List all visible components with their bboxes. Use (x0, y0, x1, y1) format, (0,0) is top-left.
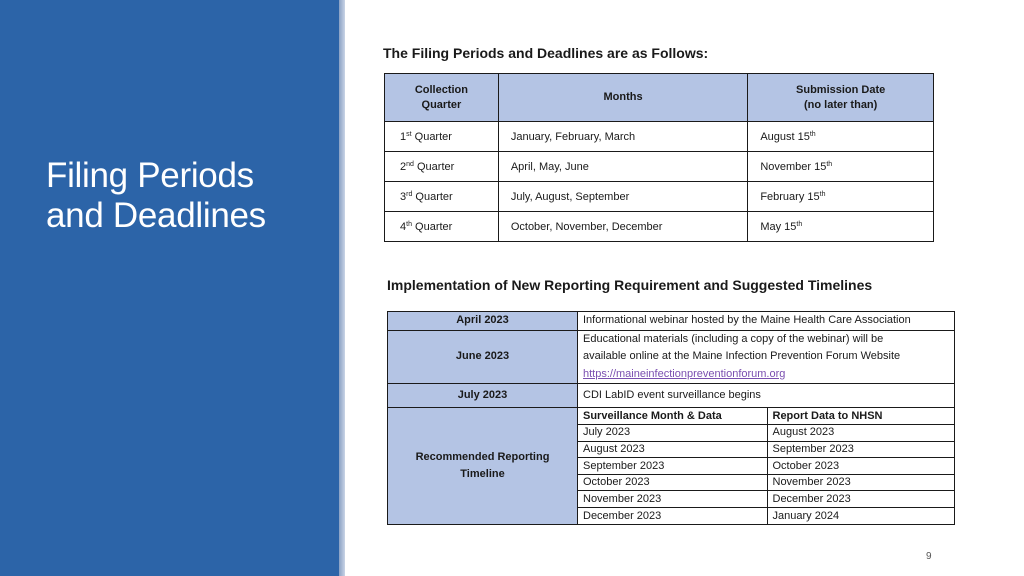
timeline-header-row (578, 408, 954, 425)
date-value: August 15 (760, 130, 810, 143)
date-cell (748, 182, 934, 212)
header-col1-line1: Collection (414, 83, 468, 96)
report-month: August 2023 (767, 425, 954, 442)
date-cell (748, 152, 934, 182)
filing-heading: The Filing Periods and Deadlines are as Follows: (383, 45, 709, 61)
row-label: June 2023 (388, 330, 578, 384)
quarter-sup: th (406, 220, 412, 228)
report-month: October 2023 (767, 458, 954, 475)
date-sup: th (809, 130, 816, 138)
quarter-cell (385, 122, 499, 152)
slide-title-line2: and Deadlines (46, 196, 266, 235)
filing-header-row (385, 74, 934, 122)
surveillance-month: November 2023 (578, 491, 767, 508)
sidebar-panel (0, 0, 339, 576)
table-row (578, 425, 954, 442)
date-cell (748, 122, 934, 152)
header-surveillance-month: Surveillance Month & Data (578, 408, 767, 425)
header-report-data: Report Data to NHSN (767, 408, 954, 425)
table-row (578, 441, 954, 458)
table-row (388, 384, 955, 408)
report-month: September 2023 (767, 441, 954, 458)
table-row (385, 122, 934, 152)
table-row (388, 312, 955, 331)
header-collection-quarter (385, 74, 499, 122)
page-number: 9 (926, 551, 932, 562)
quarter-cell (385, 212, 499, 242)
surveillance-month: October 2023 (578, 474, 767, 491)
report-month: January 2024 (767, 508, 954, 525)
table-row (578, 508, 954, 525)
header-submission-date (748, 74, 934, 122)
table-row (385, 212, 934, 242)
table-row (388, 408, 955, 525)
months-cell: July, August, September (498, 182, 747, 212)
table-row (385, 182, 934, 212)
header-col1-line2: Quarter (421, 98, 462, 111)
quarter-label: Quarter (415, 190, 453, 203)
timeline-label-line1: Recommended Reporting (415, 451, 550, 464)
sidebar-edge (339, 0, 345, 576)
report-month: November 2023 (767, 474, 954, 491)
row-description: Informational webinar hosted by the Maine Health Care Association (578, 312, 955, 331)
surveillance-month: July 2023 (578, 425, 767, 442)
surveillance-month: December 2023 (578, 508, 767, 525)
months-cell: October, November, December (498, 212, 747, 242)
quarter-sup: st (406, 130, 412, 138)
report-month: December 2023 (767, 491, 954, 508)
table-row (578, 491, 954, 508)
surveillance-month: September 2023 (578, 458, 767, 475)
timeline-label-line2: Timeline (460, 468, 505, 481)
quarter-label: Quarter (416, 160, 455, 173)
row-description: CDI LabID event surveillance begins (578, 384, 955, 408)
date-cell (748, 212, 934, 242)
months-cell: April, May, June (498, 152, 747, 182)
row-label: July 2023 (388, 384, 578, 408)
quarter-num: 1 (400, 130, 407, 143)
row-description (578, 330, 955, 384)
header-months: Months (498, 74, 747, 122)
quarter-num: 3 (400, 190, 407, 203)
table-row (388, 330, 955, 384)
surveillance-month: August 2023 (578, 441, 767, 458)
quarter-num: 2 (400, 160, 407, 173)
quarter-cell (385, 182, 499, 212)
timeline-table (578, 408, 954, 524)
timeline-cell (578, 408, 955, 525)
table-row (385, 152, 934, 182)
row-label: April 2023 (388, 312, 578, 331)
date-value: November 15 (760, 160, 827, 173)
table-row (578, 458, 954, 475)
desc-line1: Educational materials (including a copy of the webinar) will be (583, 332, 884, 345)
months-cell: January, February, March (498, 122, 747, 152)
forum-website-link[interactable]: https://maineinfectionpreventionforum.org (583, 367, 786, 380)
implementation-heading: Implementation of New Reporting Requirement and Suggested Timelines (387, 277, 873, 293)
quarter-label: Quarter (414, 130, 452, 143)
header-col3-line2: (no later than) (803, 98, 878, 111)
date-value: May 15 (760, 220, 797, 233)
implementation-table (387, 311, 955, 525)
quarter-sup: rd (406, 190, 413, 198)
date-sup: th (819, 190, 826, 198)
slide-title (46, 156, 326, 236)
date-sup: th (796, 220, 803, 228)
slide-title-line1: Filing Periods (46, 156, 254, 195)
date-value: February 15 (760, 190, 820, 203)
timeline-label (388, 408, 578, 525)
quarter-sup: nd (406, 160, 414, 168)
desc-line2: available online at the Maine Infection Prevention Forum Website (583, 350, 901, 362)
quarter-cell (385, 152, 499, 182)
date-sup: th (826, 160, 833, 168)
quarter-label: Quarter (415, 220, 453, 233)
table-row (578, 474, 954, 491)
filing-table (384, 73, 934, 242)
quarter-num: 4 (400, 220, 407, 233)
header-col3-line1: Submission Date (796, 83, 886, 96)
